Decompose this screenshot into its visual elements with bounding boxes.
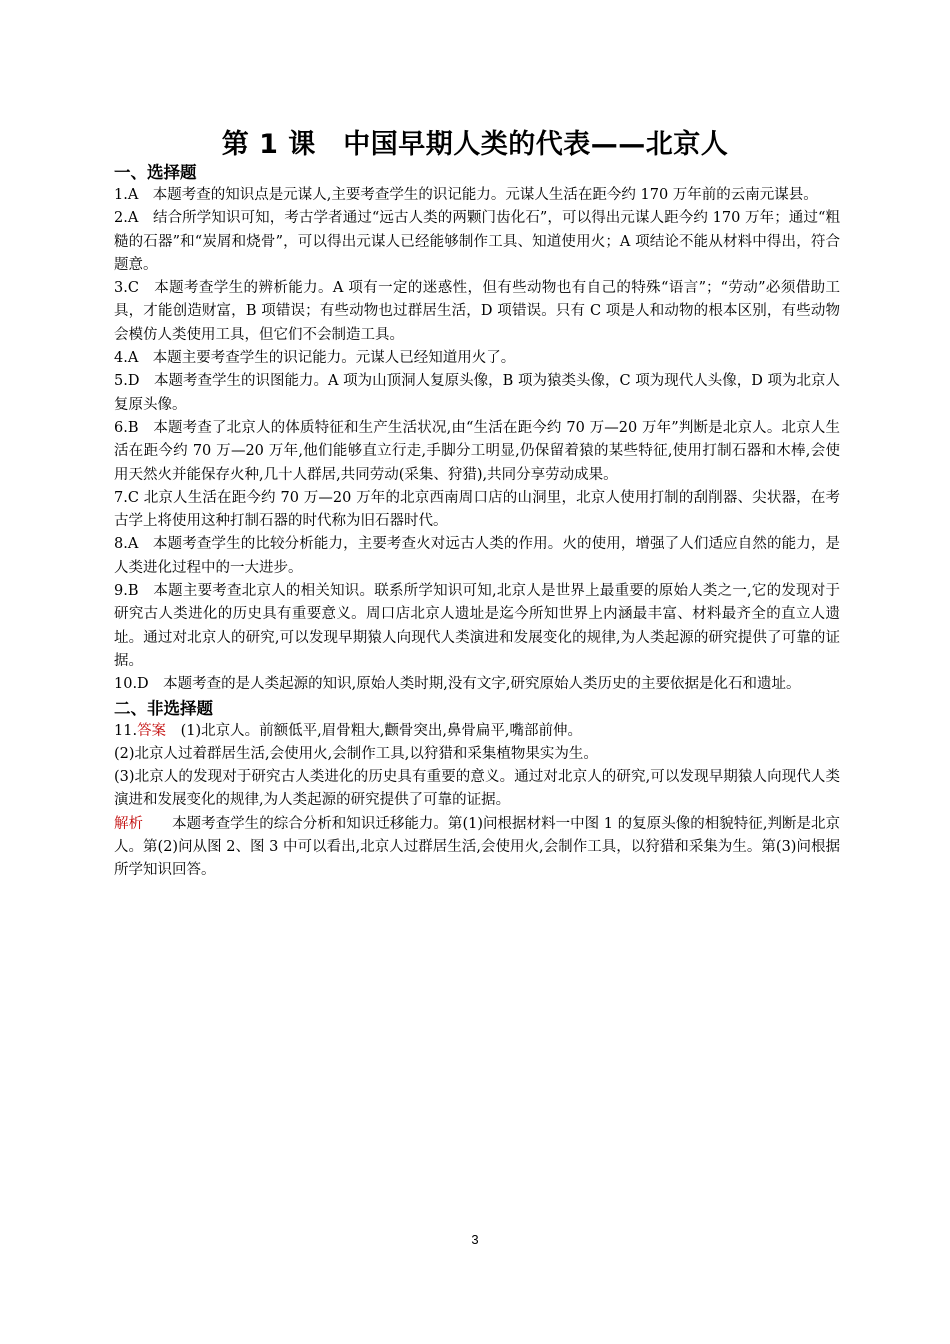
answer-line-3: (3)北京人的发现对于研究古人类进化的历史具有重要的意义。通过对北京人的研究,可以发现早期猿人向现代人类演进和发展变化的规律,为人类起源的研究提供了可靠的证据。 [114, 769, 840, 809]
answer-item-5: 5.D 本题考查学生的识图能力。A 项为山顶洞人复原头像，B 项为猿类头像，C 项为现代人头像，D 项为北京人复原头像。 [114, 373, 840, 413]
answer-line-2: (2)北京人过着群居生活,会使用火,会制作工具,以狩猎和采集植物果实为生。 [114, 745, 598, 762]
answer-item-6: 6.B 本题考查了北京人的体质特征和生产生活状况,由“生活在距今约 70 万—20 万年”判断是北京人。北京人生活在距今约 70 万—20 万年,他们能够直立行走,手脚分工明显,仍保留着猿的某些特征,使用打制石器和木棒,会使用天然火并能保存火种,几十人群居,共同劳动(采集、狩猎),共同分享劳动成果。 [114, 419, 840, 483]
page-number: 3 [471, 1232, 479, 1247]
answer-item-10: 10.D 本题考查的是人类起源的知识,原始人类时期,没有文字,研究原始人类历史的主要依据是化石和遗址。 [114, 676, 801, 693]
answer-item-9: 9.B 本题主要考查北京人的相关知识。联系所学知识可知,北京人是世界上最重要的原始人类之一,它的发现对于研究古人类进化的历史具有重要意义。周口店北京人遗址是迄今所知世界上内涵最丰富、材料最齐全的直立人遗址。通过对北京人的研究,可以发现早期猿人向现代人类演进和发展变化的规律,为人类起源的研究提供了可靠的证据。 [114, 583, 840, 669]
answer-item-11 [114, 720, 840, 743]
analysis-paragraph [114, 813, 840, 883]
question-number: 11. [114, 722, 138, 739]
document-body [114, 161, 840, 883]
answer-item-7: 7.C 北京人生活在距今约 70 万—20 万年的北京西南周口店的山洞里，北京人使用打制的刮削器、尖状器，在考古学上将使用这种打制石器的时代称为旧石器时代。 [114, 489, 840, 530]
answer-item-1: 1.A 本题考查的知识点是元谋人,主要考查学生的识记能力。元谋人生活在距今约 170 万年前的云南元谋县。 [114, 187, 818, 203]
section-heading-choice: 一、选择题 [114, 163, 197, 182]
answer-item-8: 8.A 本题考查学生的比较分析能力，主要考查火对远古人类的作用。火的使用，增强了人们适应自然的能力，是人类进化过程中的一大进步。 [114, 536, 840, 576]
section-heading-nonchoice: 二、非选择题 [114, 698, 213, 718]
answer-item-2: 2.A 结合所学知识可知，考古学者通过“远古人类的两颗门齿化石”，可以得出元谋人距今约 170 万年；通过“粗糙的石器”和“炭屑和烧骨”，可以得出元谋人已经能够制作工具、知道使用火；A 项结论不能从材料中得出，符合题意。 [114, 210, 840, 273]
answer-label: 答案 [137, 722, 167, 739]
page-title: 第 1 课 中国早期人类的代表——北京人 [221, 129, 729, 160]
answer-item-4: 4.A 本题主要考查学生的识记能力。元谋人已经知道用火了。 [114, 350, 516, 367]
answer-line-1: (1)北京人。前额低平,眉骨粗大,颧骨突出,鼻骨扁平,嘴部前伸。 [180, 722, 583, 739]
analysis-label: 解析 [114, 815, 144, 832]
analysis-text: 本题考查学生的综合分析和知识迁移能力。第(1)问根据材料一中图 1 的复原头像的相貌特征,判断是北京人。第(2)问从图 2、图 3 中可以看出,北京人过群居生活,会使用火,会制作工具，以狩猎和采集为生。第(3)问根据所学知识回答。 [114, 815, 841, 879]
answer-item-3: 3.C 本题考查学生的辨析能力。A 项有一定的迷惑性，但有些动物也有自己的特殊“语言”；“劳动”必须借助工具，才能创造财富，B 项错误；有些动物也过群居生活，D 项错误。只有 C 项是人和动物的根本区别，有些动物会模仿人类使用工具，但它们不会制造工具。 [114, 280, 840, 343]
